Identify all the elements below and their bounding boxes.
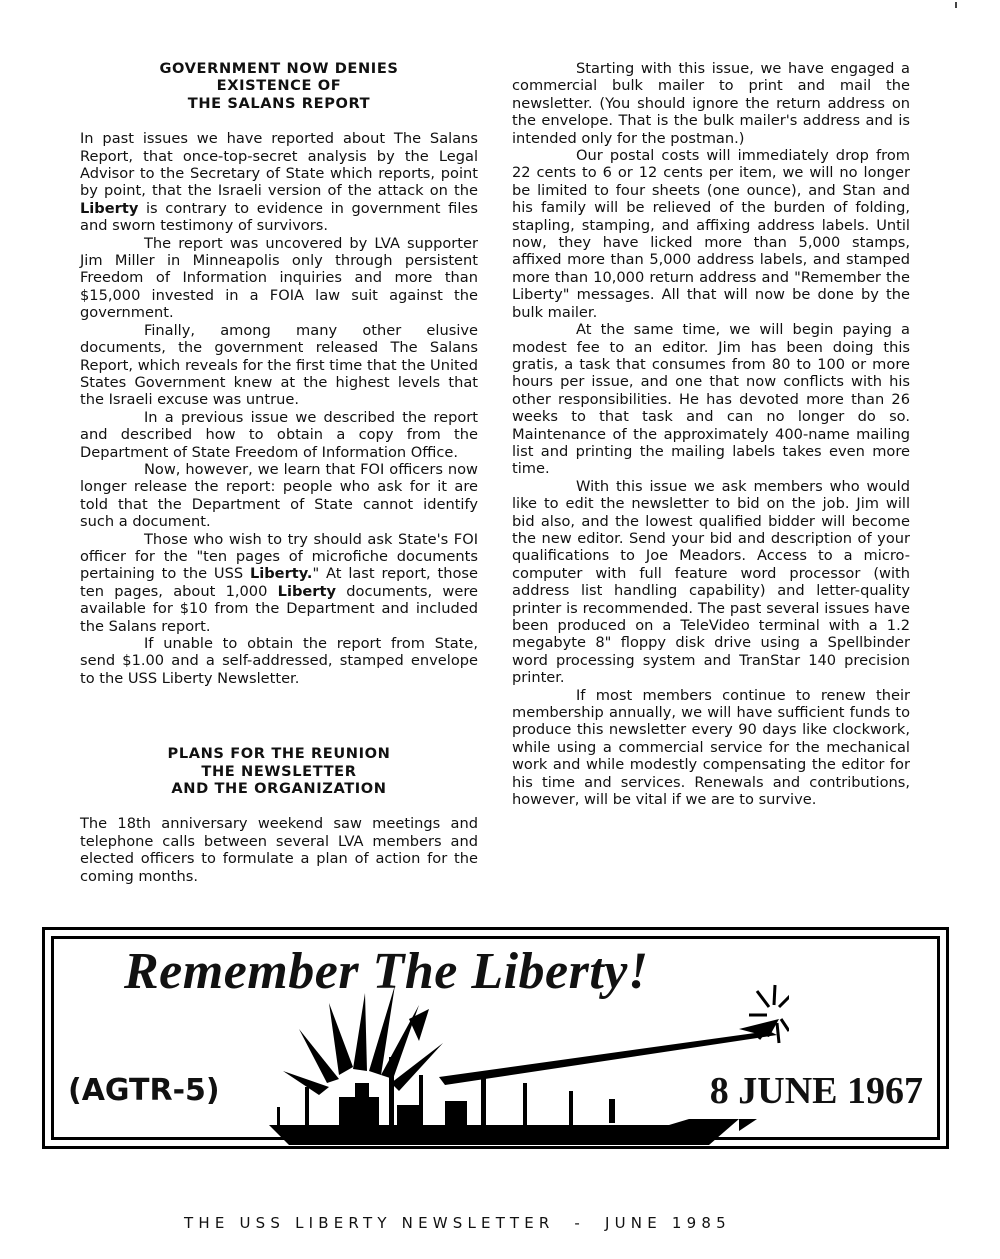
bold-liberty: Liberty. — [249, 565, 313, 583]
banner-frame — [51, 936, 940, 1140]
paragraph: With this issue we ask members who would like to edit the newsletter to bid on the job. Jim will bid also, and the lowest qualified bidder will become the new editor. Send your bid and description of your qualifications to Joe Meadors. Access to a micro-computer with full feature word processor (with address list handling capability) and letter-quality printer is recommended. The past several issues have been produced on a TeleVideo terminal with a 1.2 megabyte 8" floppy disk drive using a Spellbinder word processing system and TranStar 140 precision printer. — [512, 477, 910, 687]
text-run: documents, were available for $10 from the Department and included the Salans report. — [80, 582, 478, 635]
heading-line: EXISTENCE OF — [216, 77, 342, 95]
bold-liberty: Liberty — [80, 199, 139, 217]
paragraph: In a previous issue we described the report and described how to obtain a copy from the Department of State Freedom of Information Office. — [80, 408, 478, 461]
article-heading-reunion — [80, 745, 478, 797]
remember-liberty-banner — [42, 927, 949, 1149]
paragraph: The report was uncovered by LVA supporter Jim Miller in Minneapolis only through persistent Freedom of Information inquiries and more than $15,000 invested in a FOIA law suit against the government. — [80, 234, 478, 322]
attack-date: 8 JUNE 1967 — [709, 1070, 923, 1112]
paragraph: Now, however, we learn that FOI officers now longer release the report: people who ask for it are told that the Department of State cannot identify such a document. — [80, 460, 478, 531]
text-run: Those who wish to try should ask State's FOI officer for the "ten pages of microfiche documents pertaining to the USS — [80, 530, 478, 583]
hull-number: (AGTR-5) — [68, 1073, 220, 1108]
corner-mark — [955, 2, 957, 8]
text-run: In past issues we have reported about The Salans Report, that once-top-secret analysis by the Legal Advisor to the Secretary of State which reports, point by point, that the Israeli version of the attack on the — [80, 130, 478, 200]
paragraph: Our postal costs will immediately drop from 22 cents to 6 or 12 cents per item, we will no longer be limited to four sheets (one ounce), and Stan and his family will be relieved of the burden of folding, stapling, stamping, and affixing address labels. Until now, they have licked more than 5,000 stamps, affixed more than 5,000 address labels, and stamped more than 10,000 return address and "Remember the Liberty" messages. All that will now be done by the bulk mailer. — [512, 147, 910, 321]
banner-slogan: Remember The Liberty! — [124, 943, 649, 1000]
heading-line: THE NEWSLETTER — [201, 762, 357, 780]
article-heading-salans — [80, 60, 478, 112]
heading-line: AND THE ORGANIZATION — [171, 780, 387, 798]
paragraph — [80, 531, 478, 635]
bold-liberty: Liberty — [277, 582, 336, 600]
paragraph: Finally, among many other elusive documents, the government released The Salans Report, which reveals for the first time that the United States Government knew at the highest levels that the Israeli excuse was untrue. — [80, 321, 478, 409]
heading-line: PLANS FOR THE REUNION — [167, 745, 391, 763]
paragraph: At the same time, we will begin paying a modest fee to an editor. Jim has been doing this gratis, a task that consumes from 80 to 100 or more hours per issue, and one that now conflicts with his other responsibilities. He has devoted more than 26 weeks to that task and can no longer do so. Maintenance of the approximately 400-name mailing list and printing the mailing labels takes even more time. — [512, 321, 910, 478]
right-column — [512, 60, 910, 808]
page-footer: THE USS LIBERTY NEWSLETTER - JUNE 1985 — [184, 1214, 731, 1232]
text-run: " At last report, those ten pages, about 1,000 — [80, 565, 478, 600]
paragraph: If unable to obtain the report from State, send $1.00 and a self-addressed, stamped envelope to the USS Liberty Newsletter. — [80, 635, 478, 687]
paragraph: Starting with this issue, we have engaged a commercial bulk mailer to print and mail the newsletter. (You should ignore the return address on the envelope. That is the bulk mailer's address and is intended only for the postman.) — [512, 60, 910, 147]
heading-line: GOVERNMENT NOW DENIES — [159, 60, 399, 77]
text-run: is contrary to evidence in government files and sworn testimony of survivors. — [80, 199, 478, 235]
paragraph: The 18th anniversary weekend saw meetings and telephone calls between several LVA members and elected officers to formulate a plan of action for the coming months. — [80, 815, 478, 885]
ship-under-attack-illustration — [269, 979, 789, 1151]
paragraph — [80, 130, 478, 234]
heading-line: THE SALANS REPORT — [187, 94, 371, 112]
paragraph: If most members continue to renew their membership annually, we will have sufficient funds to produce this newsletter every 90 days like clockwork, while using a commercial service for the mechanical work and while modestly compensating the editor for his time and services. Renewals and contributions, however, will be vital if we are to survive. — [512, 686, 910, 809]
left-column — [80, 60, 478, 885]
